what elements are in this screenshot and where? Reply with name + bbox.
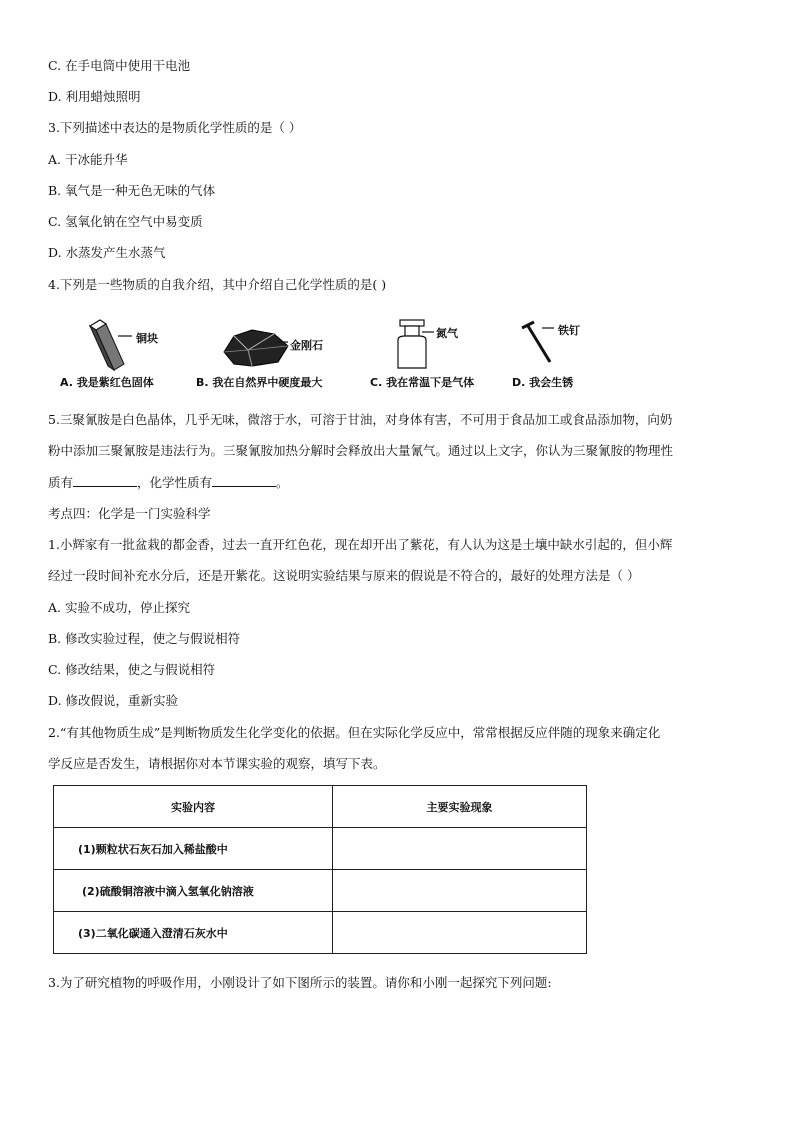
s4-q2-line-1: 2.“有其他物质生成”是判断物质发生化学变化的依据。但在实际化学反应中，常常根据反应伴随的现象来确定化 [48,725,661,740]
gas-bottle-illustration [398,320,434,368]
question-4-stem: 4.下列是一些物质的自我介绍，其中介绍自己化学性质的是( ) [48,277,387,292]
section-4-title: 考点四：化学是一门实验科学 [48,506,211,521]
option-d: D. 利用蜡烛照明 [48,89,141,104]
q5-line-2: 粉中添加三聚氰胺是违法行为。三聚氰胺加热分解时会释放出大量氰气。通过以上文字，你认为三聚氰胺的物理性 [48,443,674,458]
s4-q1-option-d: D. 修改假说，重新实验 [48,693,179,708]
row-1-content: (1)颗粒状石灰石加入稀盐酸中 [54,828,333,870]
s4-q1-line-2: 经过一段时间补充水分后，还是开紫花。这说明实验结果与原来的假说是不符合的，最好的处理方法是（ ） [48,568,640,583]
row-1-answer-cell[interactable] [333,828,587,870]
table-row [54,912,587,954]
table-header-row [54,786,587,828]
q3-option-a: A. 干冰能升华 [48,152,128,167]
row-2-content: (2)硫酸铜溶液中滴入氢氧化钠溶液 [54,870,333,912]
q5-text-a: 质有 [48,475,74,490]
row-3-content: (3)二氧化碳通入澄清石灰水中 [54,912,333,954]
physical-property-blank[interactable] [73,474,137,487]
row-2-answer-cell[interactable] [333,870,587,912]
copper-block-illustration [90,320,132,370]
table-row [54,870,587,912]
s4-q2-line-2: 学反应是否发生，请根据你对本节课实验的观察，填写下表。 [48,756,386,771]
q3-option-c: C. 氢氧化钠在空气中易变质 [48,214,203,229]
option-c: C. 在手电筒中使用干电池 [48,58,191,73]
caption-b: B. 我在自然界中硬度最大 [196,376,323,389]
row-3-answer-cell[interactable] [333,912,587,954]
experiment-table [53,785,587,954]
caption-a: A. 我是紫红色固体 [60,376,154,389]
q5-text-c: 。 [276,475,289,490]
q5-line-3 [48,474,289,491]
diamond-illustration [224,330,288,366]
s4-q1-line-1: 1.小辉家有一批盆栽的都金香，过去一直开红色花，现在却开出了紫花，有人认为这是土壤中缺水引起的，但小辉 [48,537,673,552]
label-diamond: 金刚石 [290,339,323,352]
label-nitrogen: 氮气 [436,327,458,340]
caption-c: C. 我在常温下是气体 [370,376,475,389]
s4-q3-stem: 3.为了研究植物的呼吸作用，小刚设计了如下图所示的装置。请你和小刚一起探究下列问题: [48,975,552,990]
label-copper: 铜块 [136,332,158,345]
s4-q1-option-c: C. 修改结果，使之与假说相符 [48,662,216,677]
s4-q1-option-a: A. 实验不成功，停止探究 [48,600,190,615]
q3-option-d: D. 水蒸发产生水蒸气 [48,245,166,260]
nail-illustration [522,322,554,362]
table-row [54,828,587,870]
header-content: 实验内容 [54,786,333,828]
q5-line-1: 5.三聚氰胺是白色晶体，几乎无味，微溶于水，可溶于甘油，对身体有害，不可用于食品加工或食品添加物，向奶 [48,412,673,427]
chemical-property-blank[interactable] [212,474,276,487]
s4-q1-option-b: B. 修改实验过程，使之与假说相符 [48,631,241,646]
question-3-stem: 3.下列描述中表达的是物质化学性质的是（ ） [48,120,302,135]
q5-text-b: ，化学性质有 [137,475,213,490]
label-nail: 铁钉 [558,324,580,337]
caption-d: D. 我会生锈 [512,376,574,389]
header-phenomenon: 主要实验现象 [333,786,587,828]
q3-option-b: B. 氧气是一种无色无味的气体 [48,183,216,198]
